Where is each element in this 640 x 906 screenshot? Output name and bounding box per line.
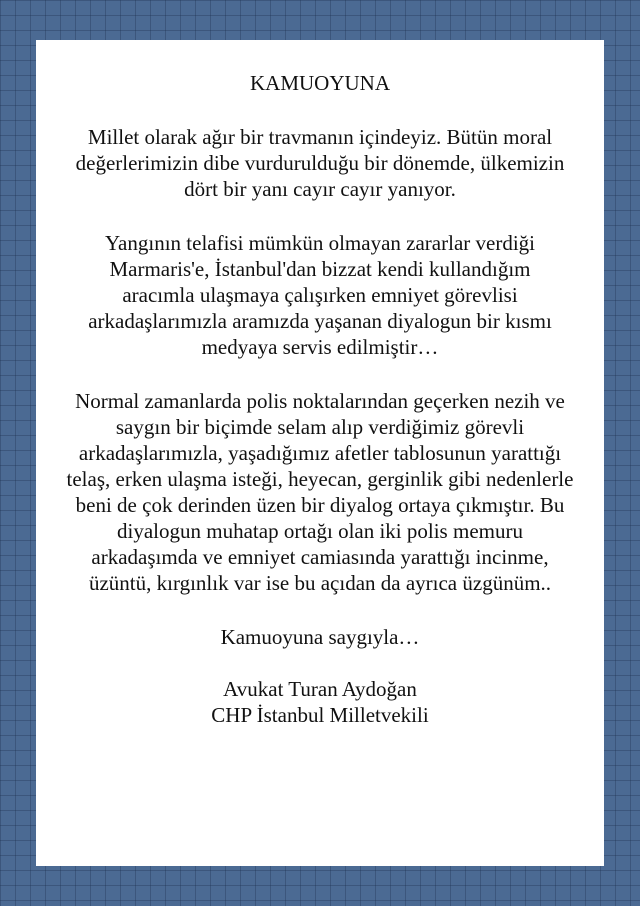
signature-role: CHP İstanbul Milletvekili — [211, 703, 429, 727]
statement-paper — [36, 40, 604, 866]
paragraph-1: Millet olarak ağır bir travmanın içindeyiz. Bütün moral değerlerimizin dibe vurdurulduğu bir dönemde, ülkemizin dört bir yanı cayır cayır yanıyor. — [75, 125, 565, 201]
signature — [36, 676, 604, 728]
signature-name: Avukat Turan Aydoğan — [223, 677, 417, 701]
paragraph-3: Normal zamanlarda polis noktalarından geçerken nezih ve saygın bir biçimde selam alıp verdiğimiz görevli arkadaşlarımızla, yaşadığımız afetler tablosunun yarattığı telaş, erken ulaşma isteği, heyecan, gerginlik gibi nedenlerle beni de çok derinden üzen bir diyalog ortaya çıkmıştır. Bu diyalogun muhatap ortağı olan iki polis memuru arkadaşımda ve emniyet camiasında yarattığı incinme, üzüntü, kırgınlık var ise bu açıdan da ayrıca üzgünüm.. — [66, 389, 574, 595]
statement-title: KAMUOYUNA — [250, 71, 390, 95]
closing: Kamuoyuna saygıyla… — [220, 625, 420, 649]
paragraph-2: Yangının telafisi mümkün olmayan zararlar verdiği Marmaris'e, İstanbul'dan bizzat kendi kullandığım aracımla ulaşmaya çalışırken emniyet görevlisi arkadaşlarımızla aramızda yaşanan diyalogun bir kısmı medyaya servis edilmiştir… — [88, 231, 552, 359]
